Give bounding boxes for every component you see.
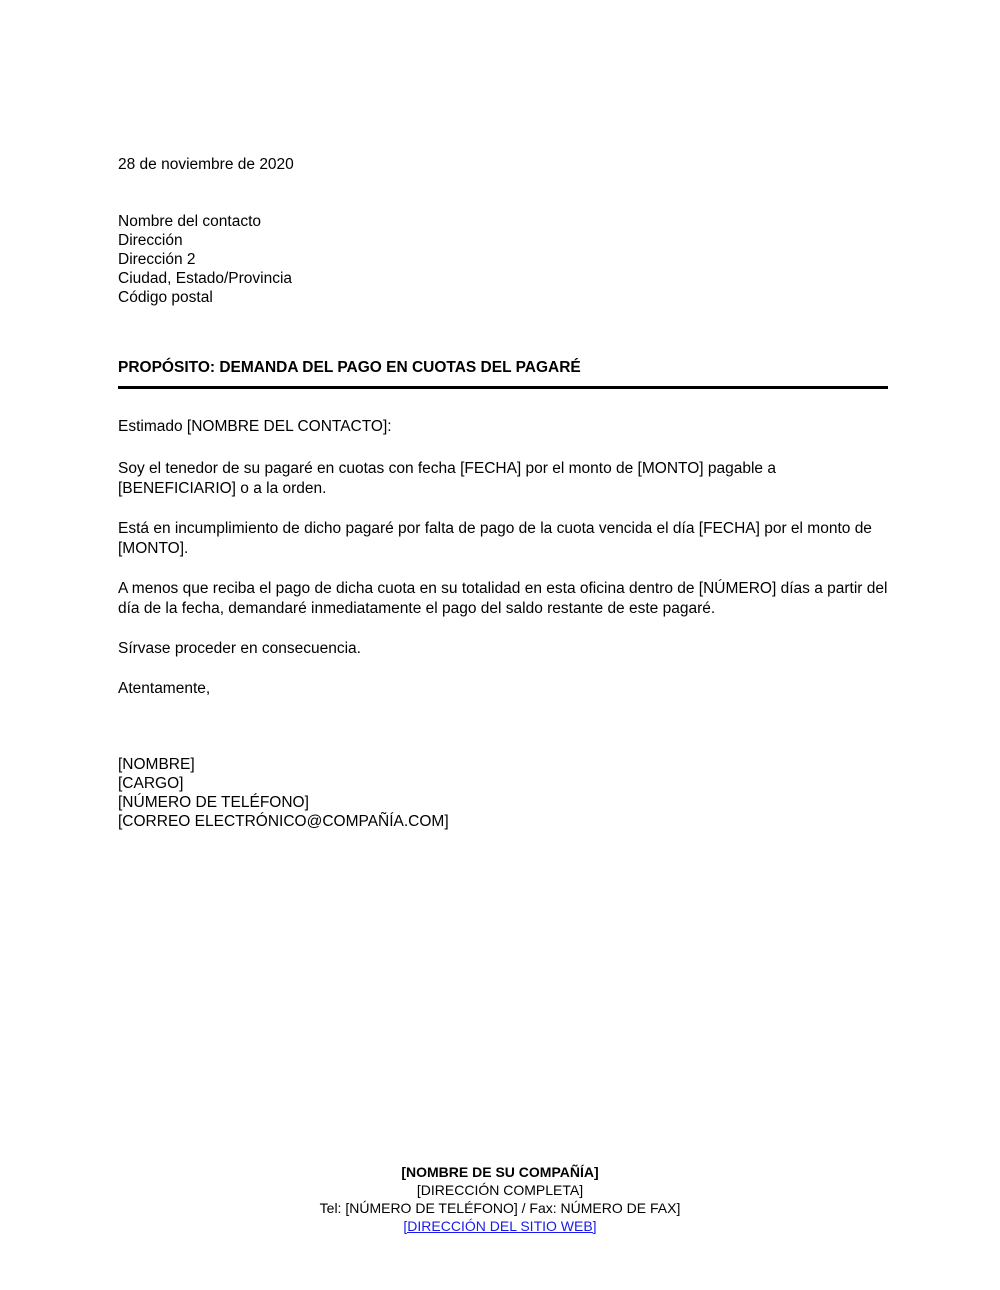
footer-company-name: [NOMBRE DE SU COMPAÑÍA] [401,1164,599,1180]
signature-phone: [NÚMERO DE TELÉFONO] [118,794,309,811]
body-paragraph-3: A menos que reciba el pago de dicha cuota en su totalidad en esta oficina dentro de [NÚMERO] días a partir del día de la fecha, demandaré inmediatamente el pago del saldo restante de este pagaré. [118,580,888,617]
recipient-postal-code: Código postal [118,289,213,306]
recipient-address-block [118,212,292,307]
horizontal-rule [118,386,888,389]
subject-section [118,358,888,389]
salutation: Estimado [NOMBRE DEL CONTACTO]: [118,418,392,435]
body-paragraph-2: Está en incumplimiento de dicho pagaré por falta de pago de la cuota vencida el día [FECHA] por el monto de [MONTO]. [118,520,872,557]
signature-name: [NOMBRE] [118,756,195,773]
signature-block [118,755,449,831]
subject-line: PROPÓSITO: DEMANDA DEL PAGO EN CUOTAS DEL PAGARÉ [118,359,581,376]
recipient-city-state: Ciudad, Estado/Provincia [118,270,293,287]
letter-body [118,417,898,699]
signature-email: [CORREO ELECTRÓNICO@COMPAÑÍA.COM] [118,813,449,830]
footer-website-link-text[interactable]: [DIRECCIÓN DEL SITIO WEB] [403,1218,597,1234]
recipient-address-line-2: Dirección 2 [118,251,196,268]
footer-address: [DIRECCIÓN COMPLETA] [416,1182,584,1198]
footer-website-link[interactable] [0,1217,1000,1235]
page-footer [0,1163,1000,1235]
closing-line: Atentamente, [118,680,211,697]
recipient-address-line-1: Dirección [118,232,183,249]
body-paragraph-4: Sírvase proceder en consecuencia. [118,640,361,657]
footer-contact: Tel: [NÚMERO DE TELÉFONO] / Fax: NÚMERO DE FAX] [319,1200,681,1216]
letter-date: 28 de noviembre de 2020 [118,156,294,173]
signature-title: [CARGO] [118,775,184,792]
recipient-name: Nombre del contacto [118,213,262,230]
body-paragraph-1: Soy el tenedor de su pagaré en cuotas con fecha [FECHA] por el monto de [MONTO] pagable a [BENEFICIARIO] o a la orden. [118,460,776,497]
